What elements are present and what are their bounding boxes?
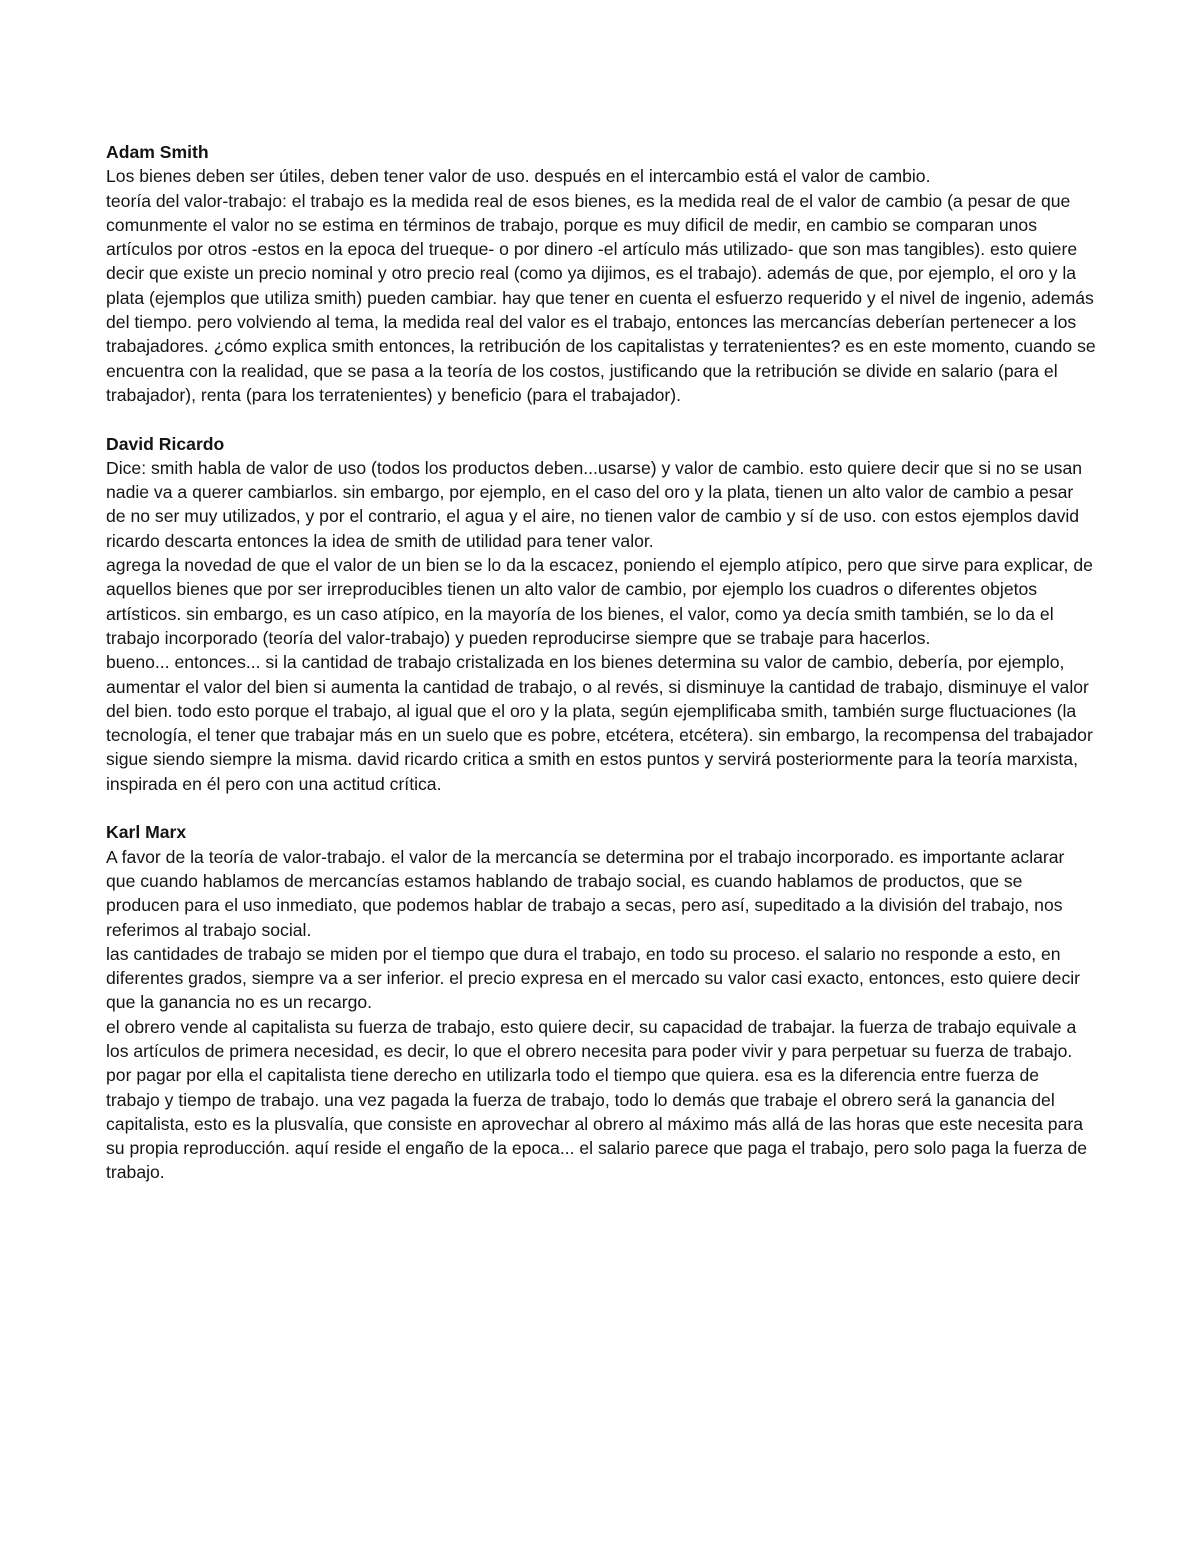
- paragraph: A favor de la teoría de valor-trabajo. el valor de la mercancía se determina por el trabajo incorporado. es importante aclarar que cuando hablamos de mercancías estamos hablando de trabajo social, es cuando hablamos de productos, que se producen para el uso inmediato, que podemos hablar de trabajo a secas, pero así, supeditado a la división del trabajo, nos referimos al trabajo social.: [106, 846, 1065, 940]
- section-heading: Karl Marx: [106, 822, 187, 843]
- section-david-ricardo: [106, 432, 1096, 796]
- paragraph: bueno... entonces... si la cantidad de trabajo cristalizada en los bienes determina su valor de cambio, debería, por ejemplo, aumentar el valor del bien si aumenta la cantidad de trabajo, o al revés, si disminuye la cantidad de trabajo, disminuye el valor del bien. todo esto porque el trabajo, al igual que el oro y la plata, según ejemplificaba smith, también surge fluctuaciones (la tecnología, el tener que trabajar más en un suelo que es pobre, etcétera, etcétera). sin embargo, la recompensa del trabajador sigue siendo siempre la misma. david ricardo critica a smith en estos puntos y servirá posteriormente para la teoría marxista, inspirada en él pero con una actitud crítica.: [106, 652, 1093, 794]
- paragraph: Los bienes deben ser útiles, deben tener valor de uso. después en el intercambio está el valor de cambio.: [106, 166, 931, 187]
- paragraph: el obrero vende al capitalista su fuerza de trabajo, esto quiere decir, su capacidad de trabajar. la fuerza de trabajo equivale a los artículos de primera necesidad, es decir, lo que el obrero necesita para poder vivir y para perpetuar su fuerza de trabajo. por pagar por ella el capitalista tiene derecho en utilizarla todo el tiempo que quiera. esa es la diferencia entre fuerza de trabajo y tiempo de trabajo. una vez pagada la fuerza de trabajo, todo lo demás que trabaje el obrero será la ganancia del capitalista, esto es la plusvalía, que consiste en aprovechar al obrero al máximo más allá de las horas que este necesita para su propia reproducción. aquí reside el engaño de la epoca... el salario parece que paga el trabajo, pero solo paga la fuerza de trabajo.: [106, 1016, 1088, 1183]
- paragraph: las cantidades de trabajo se miden por el tiempo que dura el trabajo, en todo su proceso. el salario no responde a esto, en diferentes grados, siempre va a ser inferior. el precio expresa en el mercado su valor casi exacto, entonces, esto quiere decir que la ganancia no es un recargo.: [106, 943, 1081, 1013]
- paragraph: teoría del valor-trabajo: el trabajo es la medida real de esos bienes, es la medida real de el valor de cambio (a pesar de que comunmente el valor no se estima en términos de trabajo, porque es muy dificil de medir, en cambio se comparan unos artículos por otros -estos en la epoca del trueque- o por dinero -el artículo más utilizado- que son mas tangibles). esto quiere decir que existe un precio nominal y otro precio real (como ya dijimos, es el trabajo). además de que, por ejemplo, el oro y la plata (ejemplos que utiliza smith) pueden cambiar. hay que tener en cuenta el esfuerzo requerido y el nivel de ingenio, además del tiempo. pero volviendo al tema, la medida real del valor es el trabajo, entonces las mercancías deberían pertenecer a los trabajadores. ¿cómo explica smith entonces, la retribución de los capitalistas y terratenientes? es en este momento, cuando se encuentra con la realidad, que se pasa a la teoría de los costos, justificando que la retribución se divide en salario (para el trabajador), renta (para los terratenientes) y beneficio (para el trabajador).: [106, 190, 1096, 405]
- section-heading: David Ricardo: [106, 433, 225, 454]
- document-page: [106, 140, 1096, 1209]
- paragraph: Dice: smith habla de valor de uso (todos los productos deben...usarse) y valor de cambio. esto quiere decir que si no se usan nadie va a querer cambiarlos. sin embargo, por ejemplo, en el caso del oro y la plata, tienen un alto valor de cambio a pesar de no ser muy utilizados, y por el contrario, el agua y el aire, no tienen valor de cambio y sí de uso. con estos ejemplos david ricardo descarta entonces la idea de smith de utilidad para tener valor.: [106, 457, 1083, 551]
- section-heading: Adam Smith: [106, 142, 209, 162]
- paragraph: agrega la novedad de que el valor de un bien se lo da la escacez, poniendo el ejemplo atípico, pero que sirve para explicar, de aquellos bienes que por ser irreproducibles tienen un alto valor de cambio, por ejemplo los cuadros o diferentes objetos artísticos. sin embargo, es un caso atípico, en la mayoría de los bienes, el valor, como ya decía smith también, se lo da el trabajo incorporado (teoría del valor-trabajo) y pueden reproducirse siempre que se trabaje para hacerlos.: [106, 555, 1093, 648]
- section-adam-smith: [106, 140, 1096, 407]
- section-karl-marx: [106, 820, 1096, 1184]
